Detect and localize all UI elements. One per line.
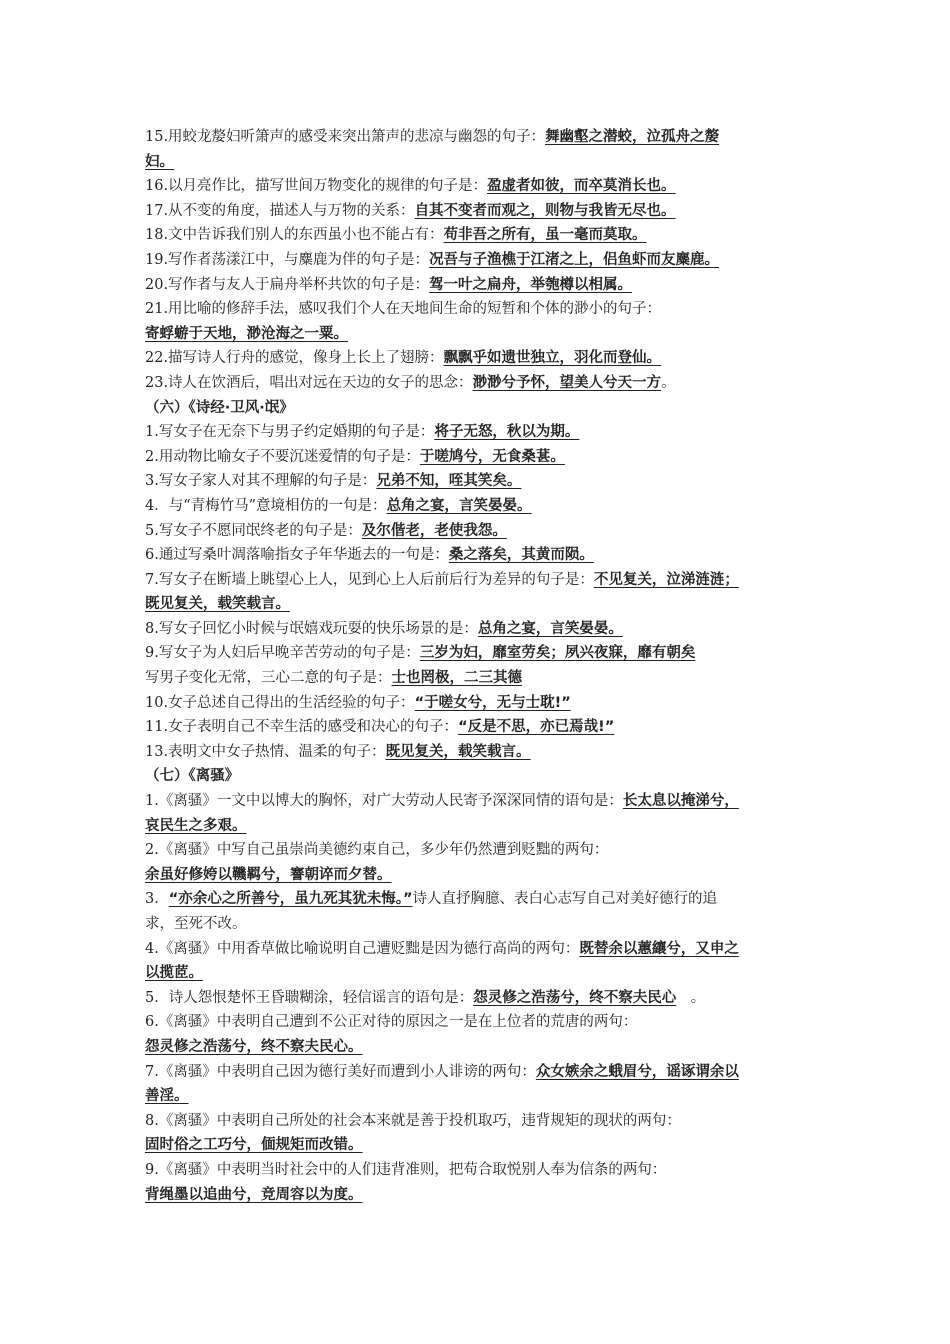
question-text: 8.写女子回忆小时候与氓嬉戏玩耍的快乐场景的是： [145,620,478,637]
question-line [145,346,810,371]
question-line [145,494,810,519]
answer-text: 背绳墨以追曲兮，竞周容以为度。 [145,1186,363,1203]
answer-text: “反是不思，亦已焉哉!” [458,719,615,736]
answer-text: 况吾与子渔樵于江渚之上，侣鱼虾而友麋鹿。 [429,251,720,268]
answer-text: 怨灵修之浩荡兮，终不察夫民心 [473,989,677,1006]
question-line [145,961,810,986]
answer-text: 及尔偕老，老使我怨。 [361,522,507,539]
question-line [145,519,810,544]
question-text: 22.描写诗人行舟的感觉，像身上长上了翅膀： [145,350,444,367]
question-line [145,543,810,568]
section-heading [145,764,810,789]
answer-text: 将子无怒，秋以为期。 [434,424,580,441]
question-text: 5．诗人怨恨楚怀王昏聩糊涂，轻信谣言的语句是： [145,989,474,1006]
question-text: 7.写女子在断墙上眺望心上人，见到心上人后前后行为差异的句子是： [145,571,594,588]
question-text: 18.文中告诉我们别人的东西虽小也不能占有： [145,227,444,244]
question-line [145,469,810,494]
question-line [145,445,810,470]
question-text: 13.表明文中女子热情、温柔的句子： [145,743,386,760]
question-text: 4.《离骚》中用香草做比喻说明自己遭贬黜是因为德行高尚的两句： [145,940,580,957]
question-line [145,1109,810,1134]
answer-text: 飘飘乎如遗世独立，羽化而登仙。 [443,350,662,367]
answer-text: 哀民生之多艰。 [145,817,247,834]
question-line [145,1158,810,1183]
question-text: 写男子变化无常，三心二意的句子是： [145,670,392,687]
answer-text: 桑之落矣，其黄而陨。 [448,547,594,564]
question-line [145,740,810,765]
question-line [145,789,810,814]
question-line [145,174,810,199]
answer-text: 舞幽壑之潜蛟，泣孤舟之嫠 [545,129,720,145]
question-line [145,568,810,593]
question-text: 16.以月亮作比，描写世间万物变化的规律的句子是： [145,178,488,195]
question-text: 10.女子总述自己得出的生活经验的句子： [145,694,415,711]
answer-text: 兄弟不知，咥其笑矣。 [376,473,522,490]
answer-text: 三岁为妇，靡室劳矣；夙兴夜寐，靡有朝矣 [419,645,696,662]
question-text: 19.写作者荡漾江中，与麋鹿为伴的句子是： [145,251,430,268]
question-line [145,273,810,298]
trailing-text: 。 [676,989,706,1006]
question-line [145,1035,810,1060]
question-line [145,1060,810,1085]
question-line [145,1010,810,1035]
answer-text: “于嗟女兮，无与士耽!” [414,694,571,711]
question-text: 1.《离骚》一文中以博大的胸怀，对广大劳动人民寄予深深同情的语句是： [145,793,623,810]
trailing-text: 诗人直抒胸臆、表白心志写自己对美好德行的追 [412,891,718,908]
question-line [145,420,810,445]
question-line [145,592,810,617]
question-line [145,691,810,716]
question-line [145,1183,810,1208]
answer-text: 善淫。 [145,1088,189,1105]
question-text: 11.女子表明自己不幸生活的感受和决心的句子： [145,719,459,736]
answer-text: 寄蜉蝣于天地，渺沧海之一粟。 [145,325,348,342]
question-text: 5.写女子不愿同氓终老的句子是： [145,522,362,539]
answer-text: 不见复关，泣涕涟涟； [593,571,739,588]
answer-text: 长太息以掩涕兮， [622,793,739,810]
question-text: 9.《离骚》中表明当时社会中的人们违背准则，把苟合取悦别人奉为信条的两句： [145,1161,667,1178]
answer-text: “亦余心之所善兮，虽九死其犹未悔。” [168,891,413,908]
answer-text: 余虽好修姱以鞿羁兮，謇朝谇而夕替。 [145,866,392,883]
answer-text: 渺渺兮予怀，望美人兮天一方 [472,374,662,391]
answer-text: 自其不变者而观之，则物与我皆无尽也。 [414,202,676,219]
answer-text: 既见复关，载笑载言。 [145,596,290,613]
answer-text: 苟非吾之所有，虽一毫而莫取。 [443,227,647,244]
question-line [145,223,810,248]
question-line [145,150,810,175]
trailing-text: 。 [661,374,676,391]
question-line [145,322,810,347]
answer-text: 既见复关，载笑载言。 [385,743,531,760]
question-line [145,248,810,273]
answer-text: 众女嫉余之蛾眉兮，谣诼谓余以 [535,1063,739,1080]
answer-text: 总角之宴，言笑晏晏。 [386,497,532,514]
question-line [145,814,810,839]
question-text: 3.写女子家人对其不理解的句子是： [145,473,377,490]
question-line [145,1084,810,1109]
question-text: 23.诗人在饮酒后，唱出对远在天边的女子的思念： [145,374,473,391]
question-text: 2.用动物比喻女子不要沉迷爱情的句子是： [145,448,420,465]
question-line [145,986,810,1011]
section-heading [145,396,810,421]
question-line [145,912,810,937]
answer-text: 固时俗之工巧兮，偭规矩而改错。 [145,1137,363,1154]
question-text: 15.用蛟龙嫠妇听箫声的感受来突出箫声的悲凉与幽怨的句子： [145,129,546,145]
question-text: 7.《离骚》中表明自己因为德行美好而遭到小人诽谤的两句： [145,1063,536,1080]
question-text: 1.写女子在无奈下与男子约定婚期的句子是： [145,424,435,441]
answer-text: 总角之宴，言笑晏晏。 [477,620,623,637]
question-text: 21.用比喻的修辞手法，感叹我们个人在天地间生命的短暂和个体的渺小的句子： [145,301,662,318]
answer-text: 既替余以蕙纕兮，又申之 [579,940,739,957]
question-text: 20.写作者与友人于扁舟举杯共饮的句子是： [145,276,430,293]
answer-text: 妇。 [145,153,174,170]
answer-text: 以揽茝。 [145,965,203,982]
answer-text: 怨灵修之浩荡兮，终不察夫民心。 [145,1038,363,1055]
question-text: 8.《离骚》中表明自己所处的社会本来就是善于投机取巧，违背规矩的现状的两句： [145,1112,681,1129]
question-text: 6.《离骚》中表明自己遭到不公正对待的原因之一是在上位者的荒唐的两句： [145,1014,638,1031]
question-line [145,125,810,150]
answer-text: 盈虚者如彼，而卒莫消长也。 [487,178,676,195]
question-line [145,297,810,322]
answer-text: 士也罔极，二三其德 [391,670,522,687]
answer-text: 驾一叶之扁舟，举匏樽以相属。 [429,276,633,293]
question-text: 4．与“青梅竹马”意境相仿的一句是： [145,497,387,514]
question-line [145,199,810,224]
question-text: 9.写女子为人妇后早晚辛苦劳动的句子是： [145,645,420,662]
question-text: 6.通过写桑叶凋落喻指女子年华逝去的一句是： [145,547,449,564]
question-line [145,838,810,863]
question-text: （六）《诗经·卫风·氓》 [145,399,294,416]
answer-text: 于嗟鸠兮，无食桑葚。 [419,448,565,465]
question-line [145,617,810,642]
question-text: 2.《离骚》中写自己虽崇尚美德约束自己，多少年仍然遭到贬黜的两句： [145,842,609,859]
question-text: 3． [145,891,169,908]
question-line [145,863,810,888]
question-line [145,937,810,962]
question-line [145,371,810,396]
question-line [145,641,810,666]
question-line [145,1133,810,1158]
question-text: （七）《离骚》 [145,768,240,785]
question-line [145,715,810,740]
question-line [145,666,810,691]
question-text: 求，至死不改。 [145,916,247,932]
question-line [145,887,810,912]
question-text: 17.从不变的角度，描述人与万物的关系： [145,202,415,219]
